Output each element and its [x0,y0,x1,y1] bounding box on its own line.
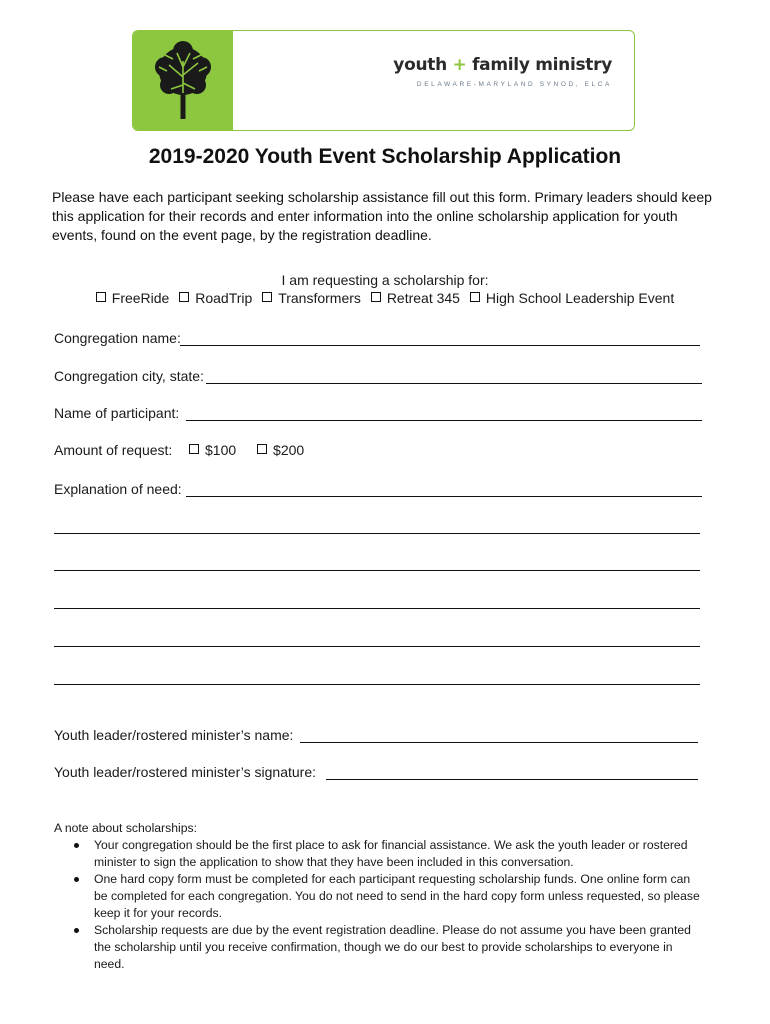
amount-label: Amount of request: [54,442,173,458]
leader-name-label: Youth leader/rostered minister’s name: [54,727,294,743]
option-label: $100 [205,442,237,458]
participant-name-label: Name of participant: [54,405,180,421]
option-label: $200 [273,442,305,458]
congregation-name-line[interactable] [180,345,700,346]
explanation-line-2[interactable] [54,533,700,534]
leader-signature-line[interactable] [326,779,698,780]
explanation-label: Explanation of need: [54,481,182,497]
note-item: One hard copy form must be completed for each participant requesting scholarship funds. One online form can be completed for each congregation. You do not need to send in the hard copy form unless requested, so please keep it for your records. [54,871,704,922]
congregation-name-label: Congregation name: [54,330,181,346]
note-item: Your congregation should be the first place to ask for financial assistance. We ask the youth leader or rostered minister to sign the application to show that they have been included in this conversation. [54,837,704,871]
brand-block [393,55,612,88]
explanation-line-6[interactable] [54,684,700,685]
header-banner [132,30,635,131]
brand-prefix: youth [393,55,447,75]
option-transformers[interactable] [262,290,361,306]
amount-option-200[interactable] [257,442,304,458]
event-options [0,290,770,306]
option-label: Transformers [278,290,361,306]
brand-subtitle: DELAWARE-MARYLAND SYNOD, ELCA [416,81,612,88]
note-list [54,837,704,973]
brand-suffix: family ministry [472,55,612,75]
option-retreat-345[interactable] [371,290,460,306]
brand-name [393,55,612,75]
leader-name-line[interactable] [300,742,698,743]
option-label: RoadTrip [195,290,253,306]
amount-option-100[interactable] [189,442,236,458]
checkbox-icon[interactable] [257,444,267,454]
option-leadership-event[interactable] [470,290,674,306]
congregation-city-label: Congregation city, state: [54,368,204,384]
brand-plus: + [452,55,467,75]
participant-name-line[interactable] [186,420,702,421]
page-title: 2019-2020 Youth Event Scholarship Application [148,145,622,168]
checkbox-icon[interactable] [179,292,189,302]
option-label: FreeRide [111,290,170,306]
note-item: Scholarship requests are due by the event registration deadline. Please do not assume you have been granted the scholarship until you receive confirmation, though we do our best to provide scholarships to everyone in need. [54,922,704,973]
option-label: Retreat 345 [386,290,460,306]
scholarship-note [54,820,704,973]
explanation-line-3[interactable] [54,570,700,571]
note-heading: A note about scholarships: [54,821,197,835]
checkbox-icon[interactable] [371,292,381,302]
amount-options [186,442,318,458]
explanation-line-1[interactable] [186,496,702,497]
tree-icon [143,41,223,121]
intro-paragraph: Please have each participant seeking scholarship assistance fill out this form. Primary leaders should keep this application for their records and enter information into the online scholarship application for youth events, found on the event page, by the registration deadline. [52,189,712,243]
checkbox-icon[interactable] [262,292,272,302]
explanation-line-5[interactable] [54,646,700,647]
checkbox-icon[interactable] [189,444,199,454]
checkbox-icon[interactable] [470,292,480,302]
congregation-city-line[interactable] [206,383,702,384]
logo-panel [133,31,233,130]
leader-signature-label: Youth leader/rostered minister’s signature: [54,764,317,780]
explanation-line-4[interactable] [54,608,700,609]
option-label: High School Leadership Event [485,290,675,306]
option-roadtrip[interactable] [179,290,252,306]
option-freeride[interactable] [96,290,170,306]
request-label: I am requesting a scholarship for: [281,272,489,288]
checkbox-icon[interactable] [96,292,106,302]
